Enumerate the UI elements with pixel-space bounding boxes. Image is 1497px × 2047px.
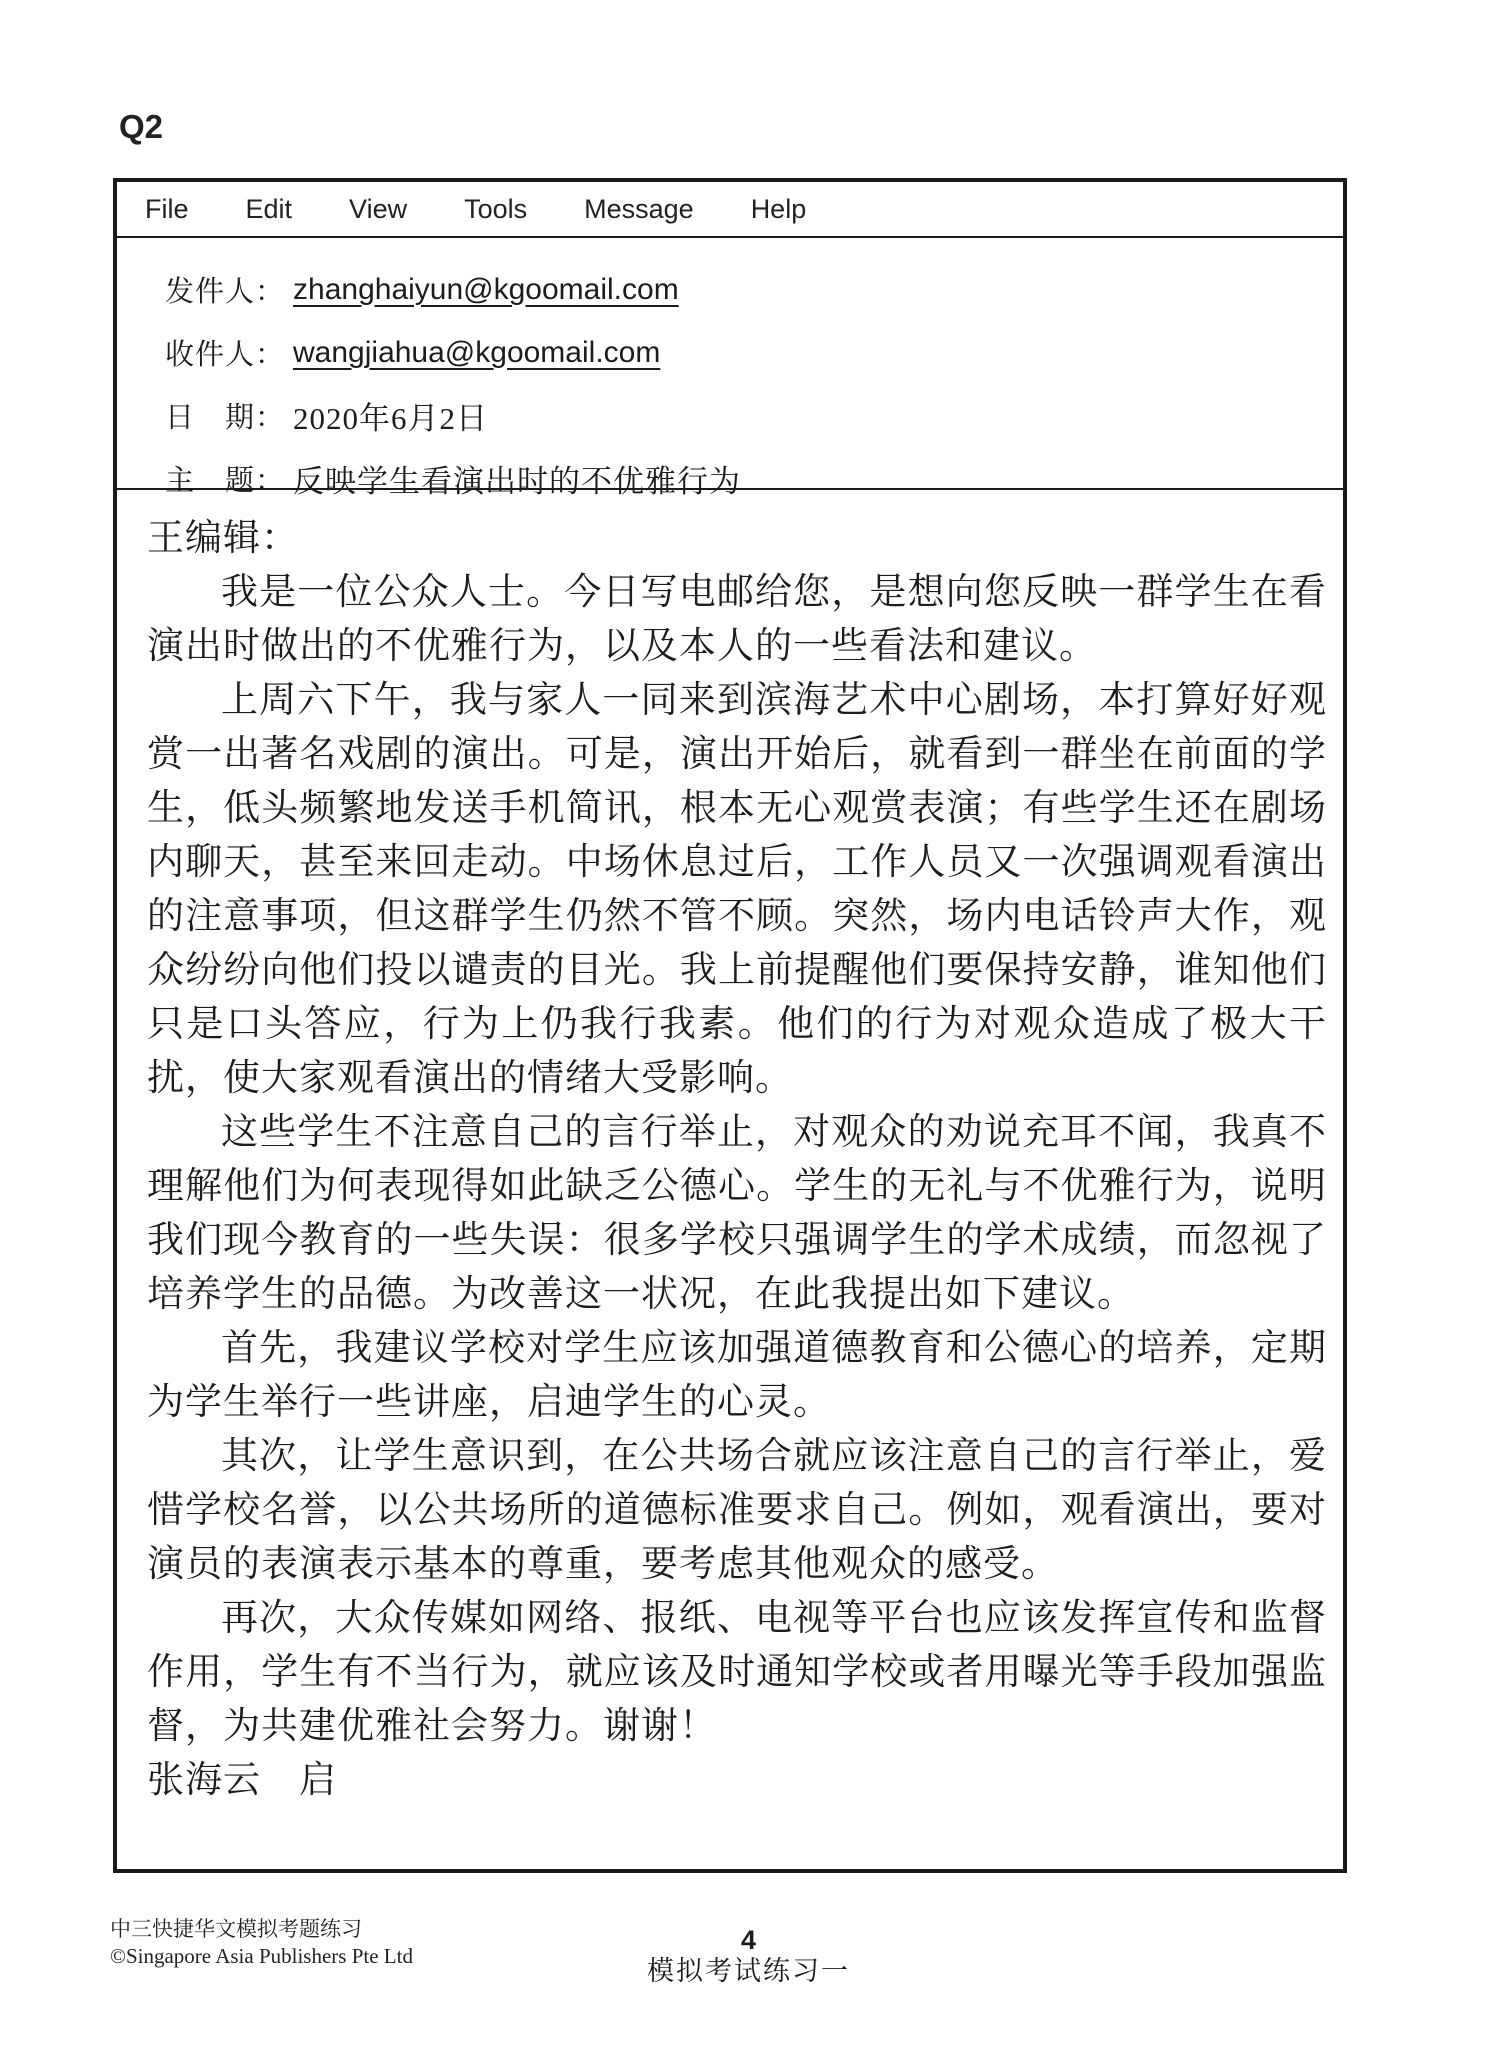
menu-item-message[interactable]: Message xyxy=(584,193,694,224)
body-paragraph-5: 其次，让学生意识到，在公共场合就应该注意自己的言行举止，爱惜学校名誉，以公共场所的道德标准要求自己。例如，观看演出，要对演员的表演表示基本的尊重，要考虑其他观众的感受。 xyxy=(147,1436,1327,1585)
body-paragraph-2: 上周六下午，我与家人一同来到滨海艺术中心剧场，本打算好好观赏一出著名戏剧的演出。可是，演出开始后，就看到一群坐在前面的学生，低头频繁地发送手机简讯，根本无心观赏表演；有些学生还在剧场内聊天，甚至来回走动。中场休息过后，工作人员又一次强调观看演出的注意事项，但这群学生仍然不管不顾。突然，场内电话铃声大作，观众纷纷向他们投以谴责的目光。我上前提醒他们要保持安静，谁知他们只是口头答应，行为上仍我行我素。他们的行为对观众造成了极大干扰，使大家观看演出的情绪大受影响。 xyxy=(147,680,1327,1099)
from-address[interactable]: zhanghaiyun@kgoomail.com xyxy=(293,272,679,306)
menu-item-tools[interactable]: Tools xyxy=(464,193,528,224)
footer-series-name: 中三快捷华文模拟考题练习 xyxy=(110,1917,362,1941)
email-body xyxy=(117,490,1343,1871)
body-paragraph-3: 这些学生不注意自己的言行举止，对观众的劝说充耳不闻，我真不理解他们为何表现得如此缺乏公德心。学生的无礼与不优雅行为，说明我们现今教育的一些失误：很多学校只强调学生的学术成绩，而忽视了培养学生的品德。为改善这一状况，在此我提出如下建议。 xyxy=(147,1112,1327,1315)
menu-item-file[interactable]: File xyxy=(145,193,189,224)
body-paragraph-1: 我是一位公众人士。今日写电邮给您，是想向您反映一群学生在看演出时做出的不优雅行为，以及本人的一些看法和建议。 xyxy=(147,572,1327,667)
menu-item-view[interactable]: View xyxy=(349,193,408,224)
page-number: 4 xyxy=(740,1925,757,1955)
email-menu-bar xyxy=(117,182,1343,238)
header-row-to xyxy=(165,321,1343,384)
footer-exercise-title: 模拟考试练习一 xyxy=(647,1956,850,1986)
from-label: 发件人： xyxy=(165,276,286,308)
date-value: 2020年6月2日 xyxy=(293,401,489,436)
footer-center xyxy=(0,1926,1497,1988)
menu-item-edit[interactable]: Edit xyxy=(245,193,293,224)
to-label: 收件人： xyxy=(165,339,286,371)
subject-value: 反映学生看演出时的不优雅行为 xyxy=(293,464,742,499)
to-address[interactable]: wangjiahua@kgoomail.com xyxy=(293,335,661,369)
email-header-section xyxy=(117,238,1343,499)
salutation: 王编辑： xyxy=(147,518,299,559)
email-window xyxy=(113,178,1347,1873)
subject-label: 主 题： xyxy=(165,465,286,497)
footer-copyright: ©Singapore Asia Publishers Pte Ltd xyxy=(110,1944,413,1968)
question-label: Q2 xyxy=(119,108,164,145)
header-row-date xyxy=(165,384,1343,447)
menu-item-help[interactable]: Help xyxy=(750,193,807,224)
body-paragraph-6: 再次，大众传媒如网络、报纸、电视等平台也应该发挥宣传和监督作用，学生有不当行为，就应该及时通知学校或者用曝光等手段加强监督，为共建优雅社会努力。谢谢！ xyxy=(147,1598,1327,1747)
body-paragraph-4: 首先，我建议学校对学生应该加强道德教育和公德心的培养，定期为学生举行一些讲座，启迪学生的心灵。 xyxy=(147,1328,1327,1423)
date-label: 日 期： xyxy=(165,402,286,434)
signature: 张海云 启 xyxy=(147,1760,337,1801)
header-row-from xyxy=(165,258,1343,321)
